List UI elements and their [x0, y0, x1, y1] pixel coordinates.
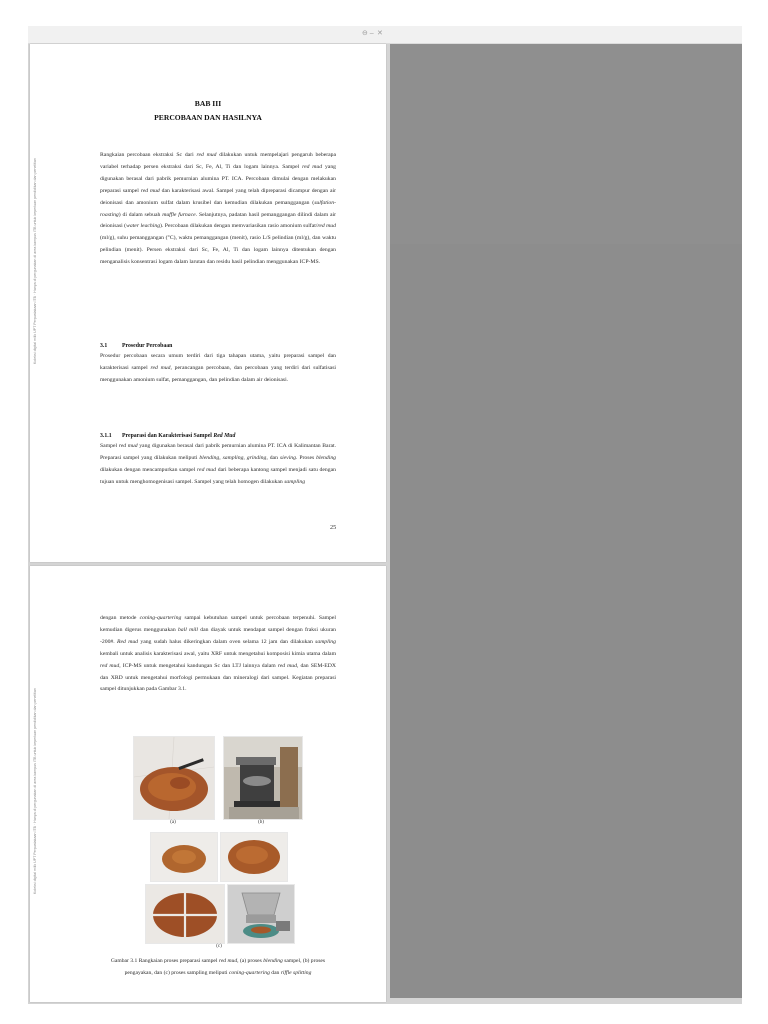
document-page-26[interactable] — [30, 566, 386, 1002]
intro-paragraph — [100, 150, 336, 269]
subsection-paragraph — [100, 441, 336, 489]
caption-text: Gambar 3.1 Rangkaian proses preparasi sampel red mud, (a) proses blending sampel, (b) proses pengayakan, dan (c) proses sampling meliputi coning-quartering dan riffle splitting — [110, 958, 326, 976]
chapter-title: PERCOBAAN DAN HASILNYA — [154, 113, 262, 122]
figure-caption — [100, 956, 336, 979]
photo-flattened-cone — [220, 832, 288, 882]
close-icon[interactable]: ✕ — [377, 30, 383, 37]
viewer-toolbar — [28, 26, 742, 44]
section-text: Prosedur percobaan secara umum terdiri dari tiga tahapan utama, yaitu preparasi sampel dan karakterisasi sampel red mud, perancangan percobaan, dan percobaan yang terdiri dari sulfatisasi menggunakan amonium sulfat, pemanggangan, dan pelindian dalam air deionisasi. — [100, 353, 336, 383]
section-number: 3.1 — [100, 343, 108, 349]
panel-shade — [390, 44, 742, 244]
section-heading-3-1 — [100, 343, 172, 349]
photo-riffle-splitter — [227, 884, 295, 944]
continued-paragraph — [100, 613, 336, 696]
section-paragraph — [100, 351, 336, 387]
watermark-text: Koleksi digital milik UPT Perpustakaan ITB · Hanya di pergunakan di area kampus ITB untuk keperluan pendidikan dan penelitian — [33, 688, 37, 894]
chapter-heading: BAB III — [194, 99, 222, 108]
subsection-heading-3-1-1 — [100, 433, 235, 439]
subsection-title: Preparasi dan Karakterisasi Sampel Red Mud — [122, 433, 236, 439]
empty-side-panel — [390, 44, 742, 998]
photo-coning — [150, 832, 218, 882]
document-page-25[interactable] — [30, 44, 386, 562]
section-title: Prosedur Percobaan — [122, 343, 173, 349]
watermark-text: Koleksi digital milik UPT Perpustakaan ITB · Hanya di pergunakan di area kampus ITB untuk keperluan pendidikan dan penelitian — [33, 158, 37, 364]
figure-3-1 — [30, 736, 386, 986]
photo-sieving — [223, 736, 303, 820]
figure-label-b: (b) — [258, 820, 264, 825]
photo-blending — [133, 736, 215, 820]
figure-label-c: (c) — [216, 944, 222, 949]
subsection-number: 3.1.1 — [100, 433, 112, 439]
figure-label-a: (a) — [170, 820, 176, 825]
page-number: 25 — [330, 524, 337, 531]
continued-text: dengan metode coning-quartering sampai kebutuhan sampel untuk percobaan terpenuhi. Sampel kemudian digerus menggunakan ball mill dan diayak untuk mendapat sampel dengan fraksi ukuran -200#. Red mud yang sudah halus dikeringkan dalam oven selama 12 jam dan dilakukan sampling kembali untuk analisis karakterisasi awal, yaitu XRF untuk mengetahui komposisi kimia utama dalam red mud, ICP-MS untuk mengetahui kandungan Sc dan LTJ lainnya dalam red mud, dan SEM-EDX dan XRD untuk mengetahui morfologi permukaan dan mineralogi dari sampel. Kegiatan preparasi sampel ditunjukkan pada Gambar 3.1. — [100, 615, 336, 693]
intro-text: Rangkaian percobaan ekstraksi Sc dari red mud dilakukan untuk mempelajari pengaruh beberapa variabel terhadap persen ekstraksi dari Sc, Fe, Al, Ti dan logam lainnya. Sampel red mud yang digunakan berasal dari pabrik pemurnian alumina PT. ICA. Percobaan dimulai dengan melakukan preparasi sampel red mud dan karakterisasi awal. Sampel yang telah dipreparasi dicampur dengan air deionisasi dan amonium sulfat dalam krusibel dan kemudian dilakukan pemanggangan (sulfation-roasting) di dalam sebuah muffle furnace. Selanjutnya, padatan hasil pemanggangan dilindi dalam air deionisasi (water leaching). Percobaan dilakukan dengan memvariasikan rasio amonium sulfat/red mud (ml/g), suhu pemanggangan (°C), waktu pemanggangan (menit), rasio L/S pelindian (ml/g), dan waktu pelindian (menit). Persen ekstraksi dari Sc, Fe, Al, Ti dan logam lainnya ditentukan dengan menganalisis konsentrasi logam dalam larutan dan residu hasil pelindian menggunakan ICP-MS. — [100, 152, 337, 266]
zoom-out-button[interactable]: ⊖ – — [362, 30, 374, 37]
subsection-text: Sampel red mud yang digunakan berasal dari pabrik pemurnian alumina PT. ICA di Kalimantan Barat. Preparasi sampel yang dilakukan meliputi blending, sampling, grinding, dan sieving. Proses blending dilakukan dengan mencampurkan sampel red mud dari beberapa kantong sampel menjadi satu dengan tujuan untuk menghomogenisasi sampel. Sampel yang telah homogen dilakukan sampling — [100, 443, 337, 485]
photo-quartering — [145, 884, 225, 944]
